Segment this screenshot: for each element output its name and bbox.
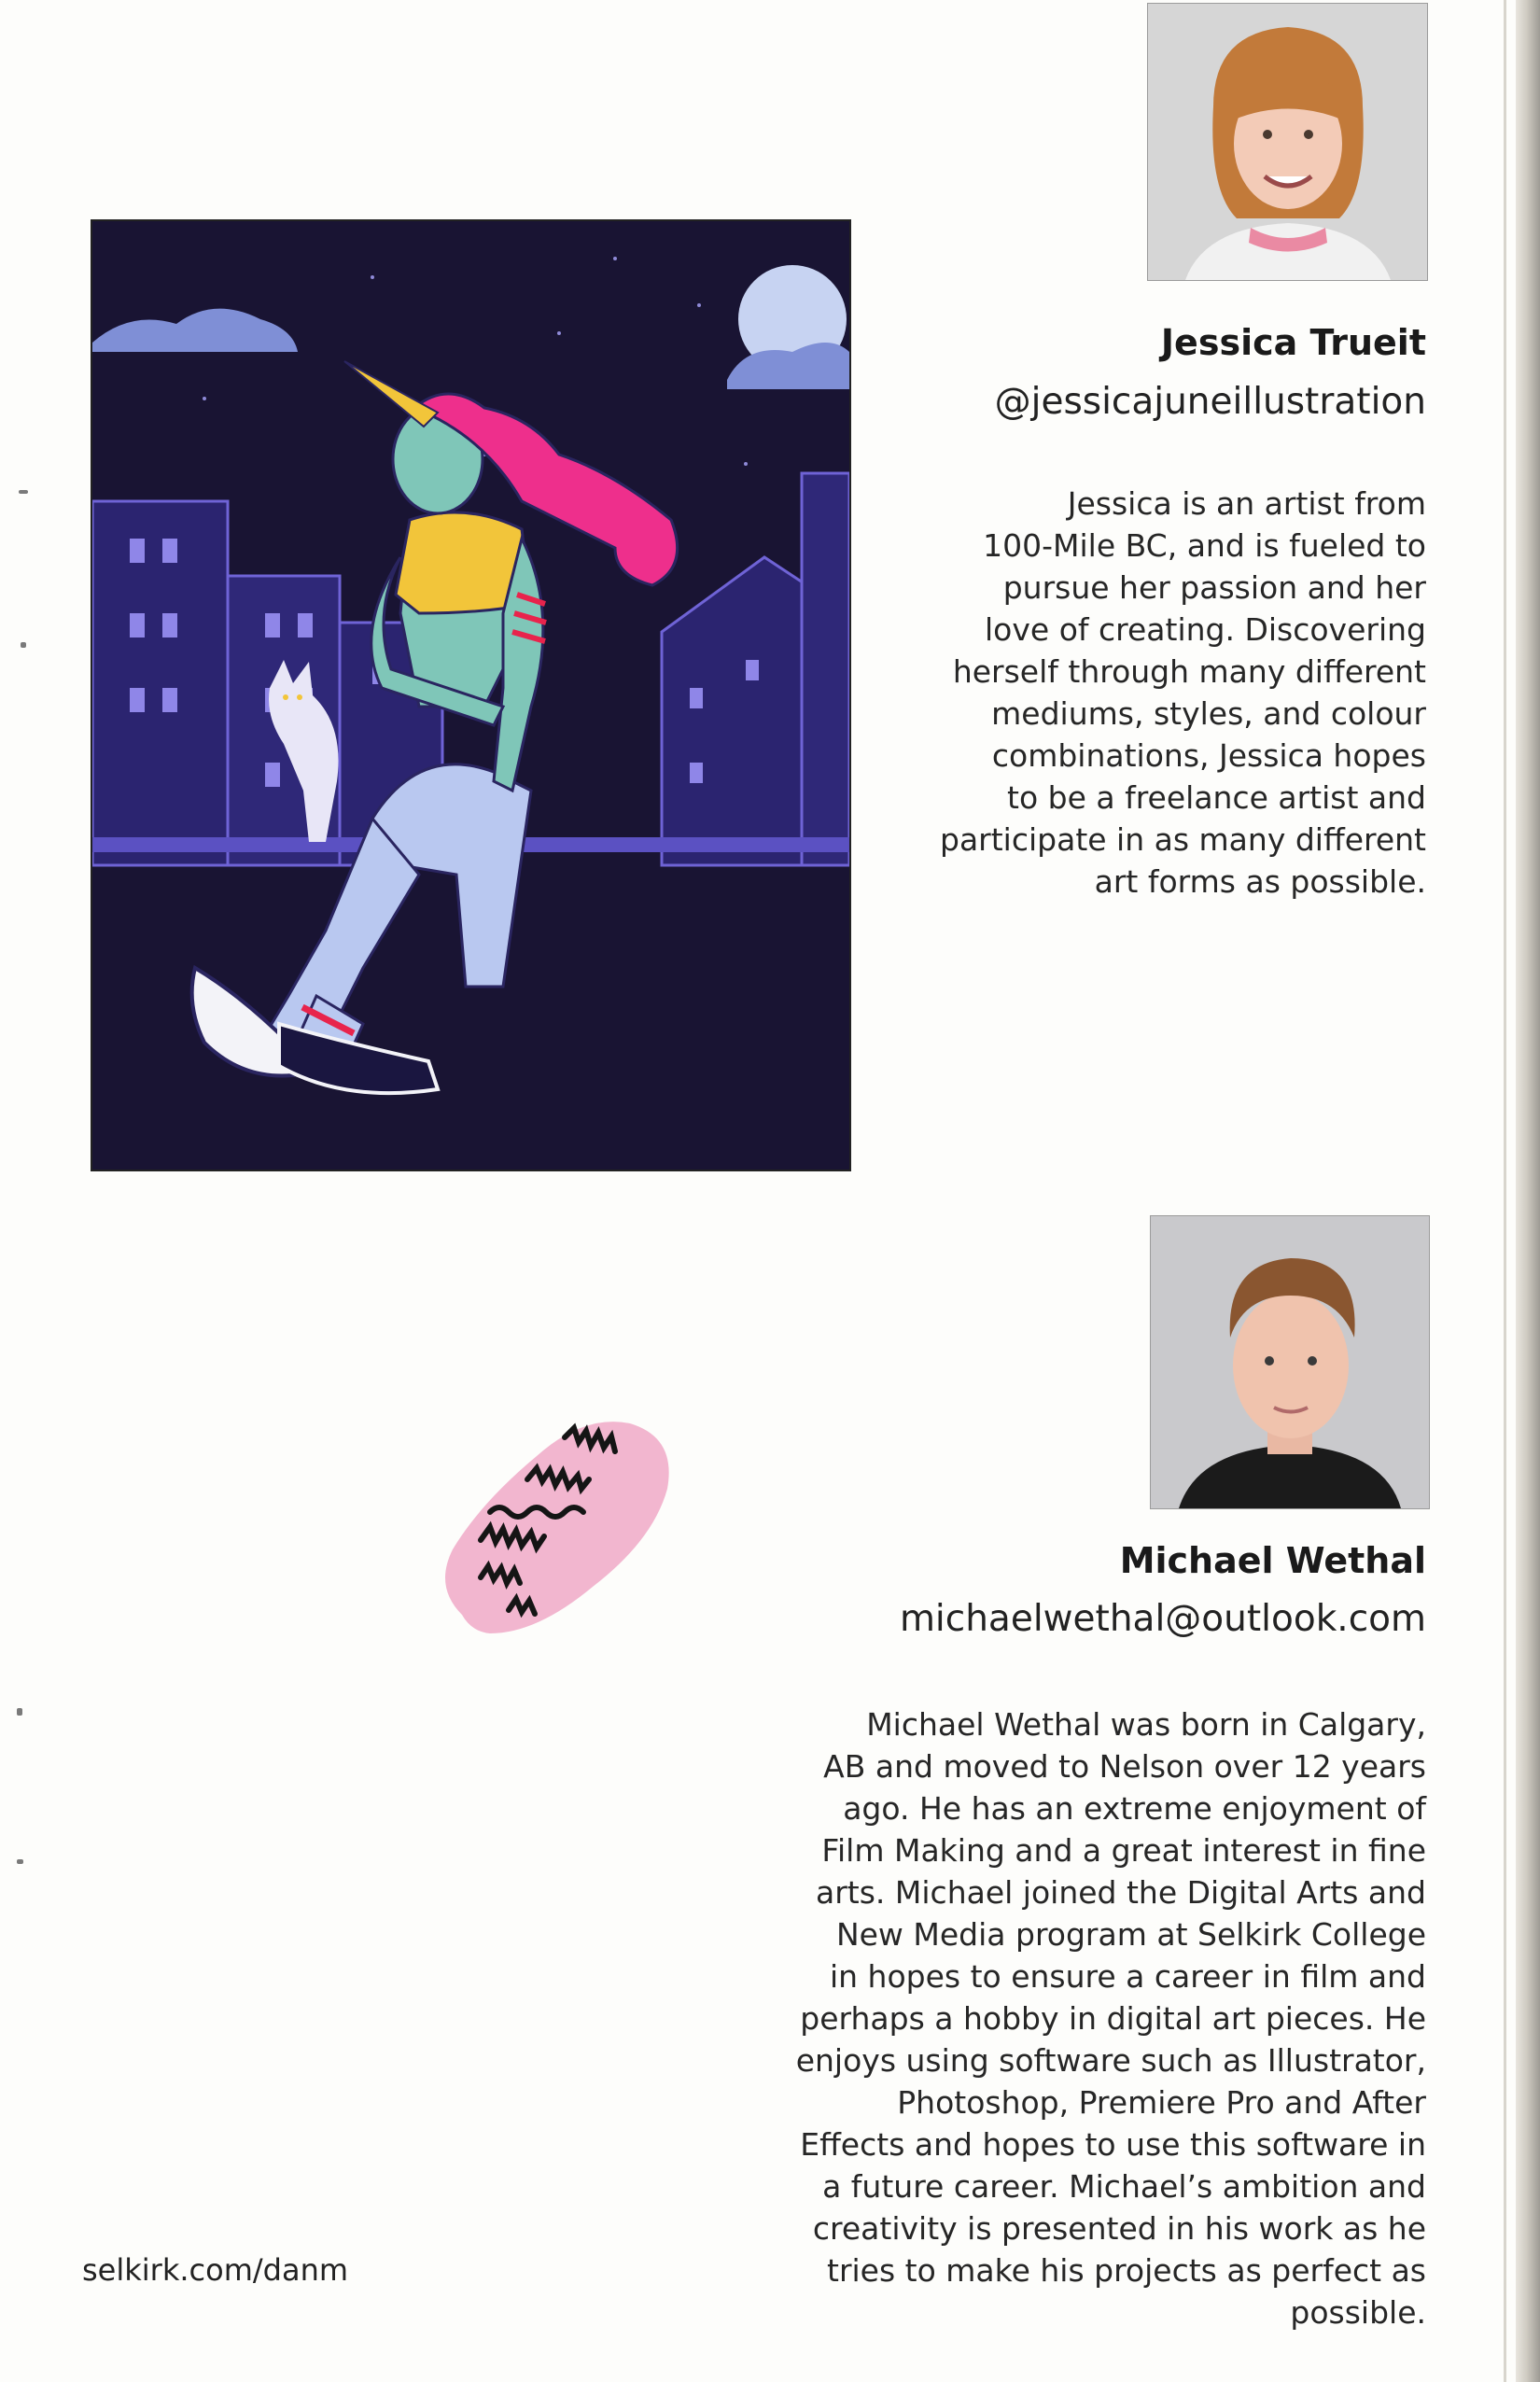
bio-line: Effects and hopes to use this software in: [800, 2126, 1426, 2163]
page-binding-edge: [1516, 0, 1540, 2382]
bio-line: a future career. Michael’s ambition and: [822, 2168, 1426, 2205]
scan-speck: [19, 490, 28, 494]
bio-line: AB and moved to Nelson over 12 years: [823, 1748, 1426, 1785]
bio-line: possible.: [1290, 2294, 1426, 2331]
scan-speck: [17, 1859, 23, 1864]
scribble-doodle: [425, 1400, 686, 1643]
artist-name: Michael Wethal: [1119, 1540, 1426, 1581]
footer-url: selkirk.com/danm: [82, 2252, 349, 2288]
bio-line: perhaps a hobby in digital art pieces. He: [800, 2000, 1426, 2037]
artist-instagram-handle: @jessicajuneillustration: [994, 381, 1426, 423]
scan-speck: [21, 642, 26, 648]
bio-line: Film Making and a great interest in fine: [821, 1832, 1426, 1869]
illustration-artwork: [91, 219, 851, 1171]
bio-line: combinations, Jessica hopes: [991, 737, 1426, 774]
bio-line: art forms as possible.: [1094, 863, 1426, 900]
artist-email: michaelwethal@outlook.com: [899, 1598, 1426, 1640]
bio-line: arts. Michael joined the Digital Arts and: [816, 1874, 1426, 1911]
jessica-portrait-photo: [1147, 3, 1428, 281]
bio-line: Michael Wethal was born in Calgary,: [866, 1706, 1426, 1743]
bio-line: Jessica is an artist from: [1067, 485, 1426, 522]
portrait-photo-icon: [1151, 1216, 1429, 1508]
artist-name: Jessica Trueit: [1160, 322, 1426, 363]
artist-bio: [940, 483, 1426, 903]
bio-line: to be a freelance artist and: [1007, 779, 1426, 816]
bio-line: Photoshop, Premiere Pro and After: [897, 2084, 1426, 2121]
scan-speck: [17, 1708, 22, 1716]
bio-line: love of creating. Discovering: [985, 611, 1426, 648]
bio-line: in hopes to ensure a career in film and: [829, 1958, 1426, 1995]
bio-line: tries to make his projects as perfect as: [827, 2252, 1426, 2289]
bio-line: pursue her passion and her: [1002, 569, 1426, 606]
bio-line: 100-Mile BC, and is fueled to: [983, 527, 1426, 564]
artist-bio: [796, 1703, 1426, 2333]
bio-line: mediums, styles, and colour: [991, 695, 1426, 732]
bio-line: enjoys using software such as Illustrator,: [795, 2042, 1426, 2079]
page-binding-line: [1504, 0, 1506, 2382]
portrait-photo-icon: [1148, 4, 1427, 280]
bio-line: New Media program at Selkirk College: [835, 1916, 1426, 1953]
bio-line: ago. He has an extreme enjoyment of: [843, 1790, 1426, 1827]
bio-line: creativity is presented in his work as he: [812, 2210, 1426, 2247]
bio-line: participate in as many different: [940, 821, 1426, 858]
bio-line: herself through many different: [952, 653, 1426, 690]
michael-portrait-photo: [1150, 1215, 1430, 1509]
